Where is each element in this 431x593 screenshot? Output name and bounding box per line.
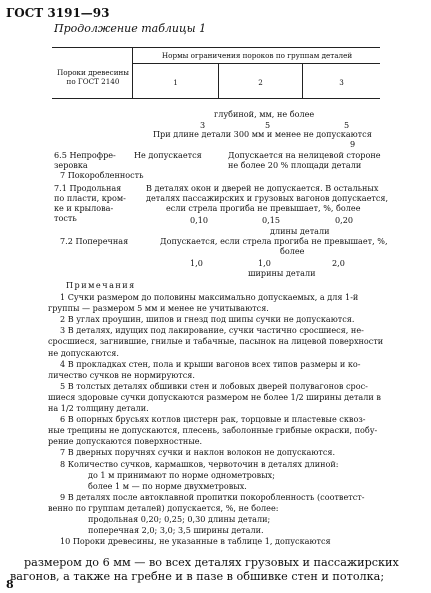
note-line: группы — размером 5 мм и менее не учитываются. xyxy=(48,303,269,314)
row-name-line: 7.1 Продольная xyxy=(54,183,122,193)
note-line: до 1 м принимают по норме однометровых; xyxy=(88,469,275,480)
table-vrule-1 xyxy=(132,47,133,99)
row-name-line: ке и крылова- xyxy=(54,203,114,213)
note-line: рение допускаются поверхностные. xyxy=(48,436,203,447)
group-header: Нормы ограничения пороков по группам деталей xyxy=(161,51,353,60)
col1-header-line: Пороки древесины xyxy=(57,68,129,77)
intro-line1: глубиной, мм, не более xyxy=(214,109,315,119)
row-7-2-unit: ширины детали xyxy=(248,268,316,278)
group-col-1: 1 xyxy=(173,78,178,87)
intro-value-3: 5 xyxy=(344,120,350,130)
row-6-5-group1: Не допускается xyxy=(134,150,202,160)
note-line: 1 Сучки размером до половины максимально допускаемых, а для 1-й xyxy=(60,292,359,302)
continuation-caption: Продолжение таблицы 1 xyxy=(54,22,207,35)
row-6-5-name xyxy=(54,150,116,170)
standard-code: ГОСТ 3191—93 xyxy=(6,6,110,20)
footer-line-1: размером до 6 мм — во всех деталях грузовых и пассажирских xyxy=(24,556,399,569)
note-line: не допускаются. xyxy=(48,347,119,358)
intro-value-1: 3 xyxy=(200,120,206,130)
row-7-1-value-1: 0,10 xyxy=(190,215,209,225)
row-text-line: В деталях окон и дверей не допускается. В остальных xyxy=(146,183,379,193)
row-7-1-value-3: 0,20 xyxy=(335,215,354,225)
row-7-1-unit: длины детали xyxy=(270,226,330,236)
row-text-line: если стрела прогиба не превышает, %, более xyxy=(166,203,361,213)
note-line: личество сучков не нормируются. xyxy=(48,369,195,380)
row-text-line: более xyxy=(280,246,305,256)
row-name-line: тость xyxy=(54,213,77,223)
row-7-1-value-2: 0,15 xyxy=(262,215,281,225)
intro-extra: 9 xyxy=(350,139,356,149)
note-line: 5 В толстых деталях обшивки стен и лобовых дверей полувагонов срос- xyxy=(60,380,368,391)
note-line: шиеся здоровые сучки допускаются размером не более 1/2 ширины детали в xyxy=(48,391,381,402)
note-line: ные трещины не допускаются, плесень, заболонные грибные окраски, побу- xyxy=(48,425,378,436)
note-line: более 1 м — по норме двухметровых. xyxy=(88,480,247,491)
row-text-line: Допускается, если стрела прогиба не превышает, %, xyxy=(160,236,388,246)
notes-block xyxy=(48,292,384,547)
note-line: поперечная 2,0; 3,0; 3,5 ширины детали. xyxy=(88,525,264,536)
row-name-line: 6.5 Непрофре- xyxy=(54,150,116,160)
table-top-rule xyxy=(52,47,380,48)
row-name-line: зеровка xyxy=(54,160,88,170)
row-text-line: деталях пассажирских и грузовых вагонов допускается, xyxy=(146,193,389,203)
row-text-line: Допускается на нелицевой стороне xyxy=(228,150,381,160)
row-text-line: не более 20 % площади детали xyxy=(228,160,362,170)
intro-line2: При длине детали 300 мм и менее не допускаются xyxy=(153,129,372,139)
note-line: 8 Количество сучков, кармашков, червоточин в деталях длиной: xyxy=(60,458,339,469)
row-7-2-value-1: 1,0 xyxy=(190,258,203,268)
note-line: сросшиеся, загнившие, гнилые и табачные, пасынок на лицевой поверхности xyxy=(48,336,384,347)
row-7-2-value-3: 2,0 xyxy=(332,258,345,268)
col1-header-line: по ГОСТ 2140 xyxy=(66,77,120,86)
note-line: продольная 0,20; 0,25; 0,30 длины детали; xyxy=(88,514,271,524)
note-line: венно по группам деталей) допускается, %, не более: xyxy=(48,502,279,513)
row-7-2-value-2: 1,0 xyxy=(258,258,271,268)
row-name-line: по пласти, кром- xyxy=(54,193,126,203)
col1-header xyxy=(54,68,132,86)
row-7-1-name xyxy=(54,183,126,223)
note-line: 6 В опорных брусьях котлов цистерн рак, торцовые и пластевые сквоз- xyxy=(60,414,366,425)
group-col-3: 3 xyxy=(339,78,344,87)
note-line: 9 В деталях после автоклавной пропитки покоробленность (соответст- xyxy=(60,491,365,502)
note-line: 7 В дверных поручнях сучки и наклон волокон не допускаются. xyxy=(60,447,336,458)
footer-line-2: вагонов, а также на гребне и в пазе в обшивке стен и потолка; xyxy=(10,570,385,583)
row-7-2-text xyxy=(160,236,388,256)
notes-title: Примечания xyxy=(66,280,136,290)
intro-value-2: 5 xyxy=(265,120,271,130)
note-line: на 1/2 толщину детали. xyxy=(48,403,149,413)
row-7-name: 7 Покоробленность xyxy=(60,170,144,180)
row-7-1-text xyxy=(146,183,389,213)
group-col-2: 2 xyxy=(258,78,263,87)
row-6-5-groups23 xyxy=(228,150,381,170)
table-group-rule xyxy=(132,63,380,64)
note-line: 10 Пороки древесины, не указанные в таблице 1, допускаются xyxy=(60,536,331,547)
page-number: 8 xyxy=(6,578,14,591)
note-line: 2 В углах проушин, шипов и гнезд под шипы сучки не допускаются. xyxy=(60,314,355,325)
table-header-rule xyxy=(52,98,380,99)
note-line: 3 В деталях, идущих под лакирование, сучки частично сросшиеся, не- xyxy=(60,325,364,336)
row-7-2-name: 7.2 Поперечная xyxy=(60,236,129,246)
note-line: 4 В прокладках стен, пола и крыши вагонов всех типов размеры и ко- xyxy=(60,358,361,369)
